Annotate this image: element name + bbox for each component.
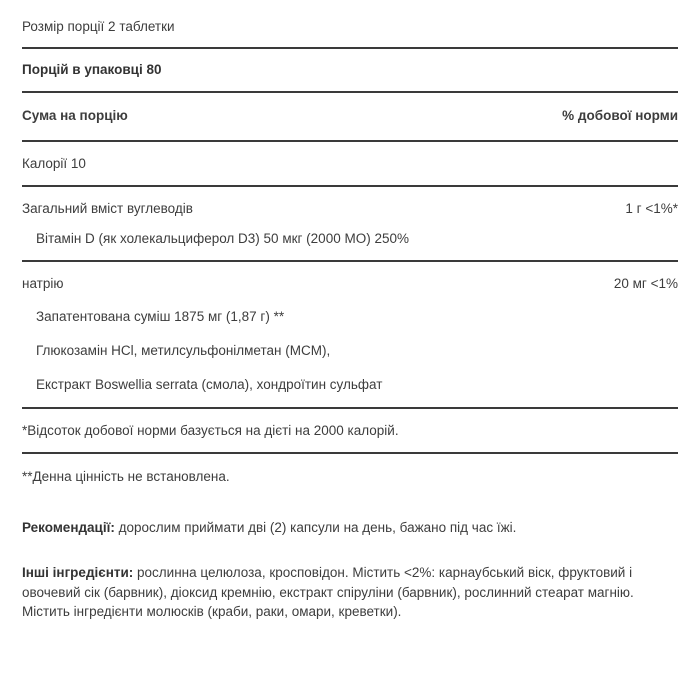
serving-size-label: Розмір порції 2 таблетки [22, 19, 175, 34]
other-ingredients-label: Інші інгредієнти: [22, 565, 134, 581]
supplement-facts-table [22, 0, 678, 500]
footnote-daily-value: *Відсоток добової норми базується на дієті на 2000 калорій. [22, 423, 399, 439]
table-row-blend-ingredients-1 [22, 334, 678, 368]
servings-per-container-label: Порцій в упаковці 80 [22, 62, 162, 78]
directions-paragraph [22, 500, 678, 538]
table-header-amount-per-serving [22, 93, 678, 139]
directions-label: Рекомендації: [22, 519, 115, 535]
footnote-daily-value-not-established: **Денна цінність не встановлена. [22, 469, 230, 485]
other-ingredients-paragraph [22, 537, 678, 622]
blend-ingredients-1-label: Глюкозамін HCl, метилсульфонілметан (MCM), [36, 342, 331, 358]
proprietary-blend-label: Запатентована суміш 1875 мг (1,87 г) ** [36, 308, 285, 324]
amount-per-serving-label: Сума на порцію [22, 108, 128, 124]
sodium-value: 20 мг <1% [613, 276, 678, 292]
blend-ingredients-2-label: Екстракт Boswellia serrata (смола), хондроїтин сульфат [36, 376, 383, 392]
sodium-label: натрію [22, 276, 64, 292]
vitamin-d-label: Вітамін D (як холекальциферол D3) 50 мкг (2000 МО) 250% [36, 231, 409, 247]
table-row-blend-ingredients-2 [22, 368, 678, 407]
table-row-vitamin-d [22, 224, 678, 260]
table-row-total-carbohydrate [22, 187, 678, 224]
table-row-sodium [22, 262, 678, 299]
table-row-calories [22, 142, 678, 185]
table-row-footnote-1 [22, 409, 678, 452]
total-carbohydrate-value: 1 г <1%* [625, 200, 678, 216]
daily-value-label: % добової норми [562, 108, 678, 124]
calories-label: Калорії 10 [22, 155, 86, 171]
table-row-footnote-2 [22, 454, 678, 499]
table-row-servings-per-container [22, 49, 678, 91]
total-carbohydrate-label: Загальний вміст вуглеводів [22, 200, 193, 216]
other-ingredients-text: рослинна целюлоза, кросповідон. Містить <2%: карнаубський віск, фруктовий і овочевий сік (барвник), діоксид кремнію, екстракт спіруліни (барвник), рослинний стеарат магнію. Містить інгредієнти молюсків (краби, раки, омари, креветки). [22, 565, 634, 620]
table-row-proprietary-blend [22, 300, 678, 334]
directions-text: дорослим приймати дві (2) капсули на день, бажано під час їжі. [114, 519, 517, 535]
table-row-serving-size [22, 0, 678, 47]
